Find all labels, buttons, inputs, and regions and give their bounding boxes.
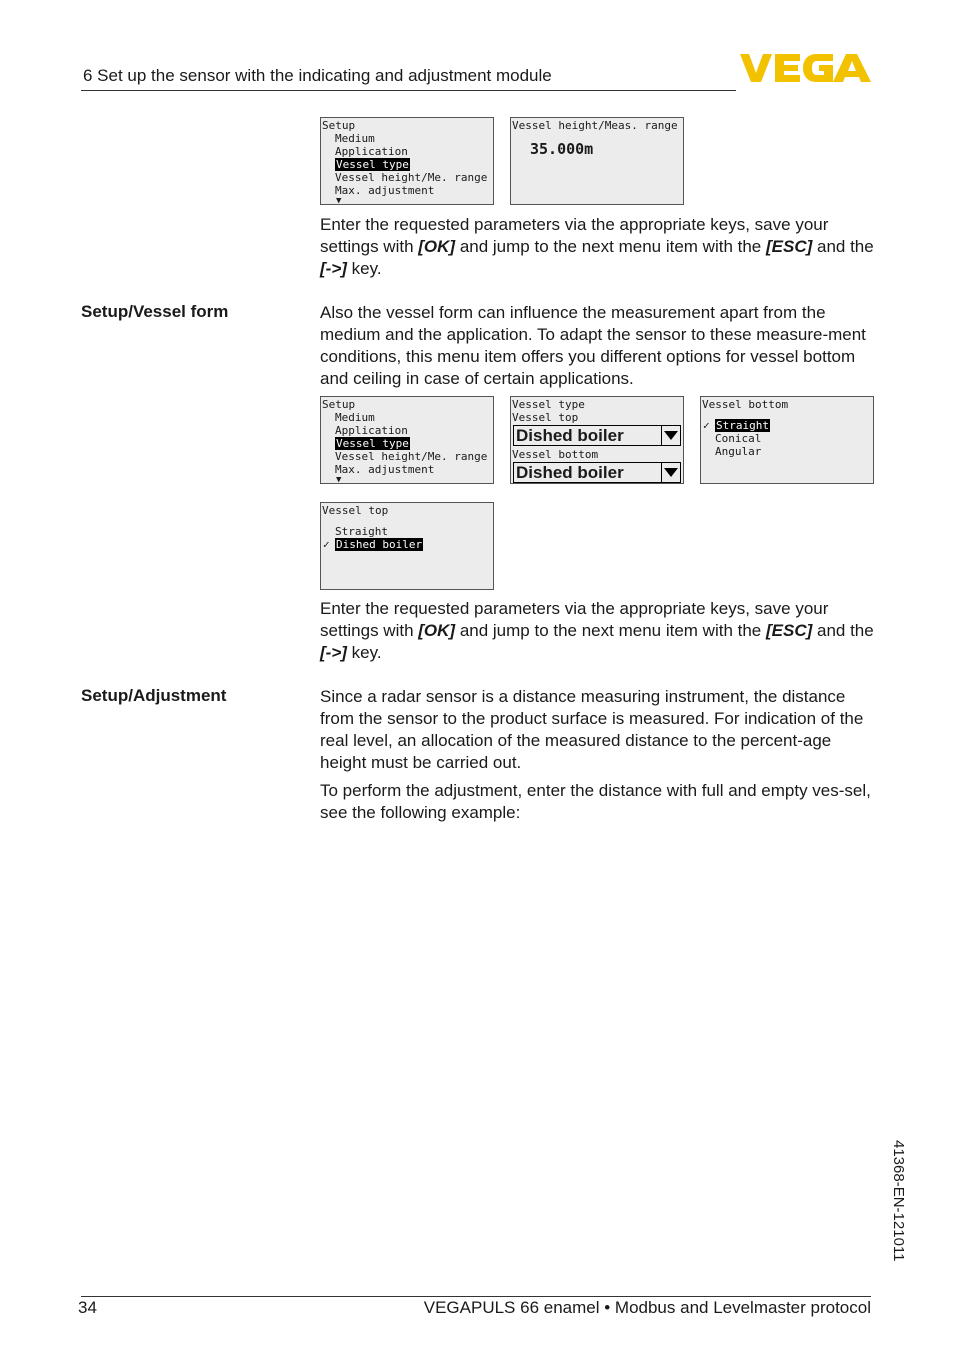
instruction-paragraph (320, 214, 880, 280)
vessel-bottom-value: Dished boiler (516, 463, 624, 482)
vessel-top-label: Vessel top (512, 411, 579, 424)
menu-item[interactable]: Vessel height/Me. range (335, 450, 488, 463)
vessel-height-value: 35.000m (530, 140, 594, 158)
menu-item[interactable]: Max. adjustment (335, 463, 435, 476)
option[interactable]: Straight (335, 525, 388, 538)
option-selected[interactable]: Straight (716, 419, 769, 432)
lcd-title: Vessel type (512, 398, 585, 411)
page-number: 34 (78, 1298, 97, 1317)
scroll-down-icon: ▼ (336, 475, 342, 485)
ok-key: [OK] (418, 237, 456, 256)
vessel-bottom-dropdown[interactable] (513, 462, 681, 483)
arrow-key: [->] (320, 643, 347, 662)
text: and the (812, 237, 874, 256)
vessel-form-text: Also the vessel form can influence the measurement apart from the medium and the application. To adapt the sensor to these measure-ment conditions, this menu item offers you different options for vessel bottom and ceiling in case of certain applications. (320, 303, 866, 388)
section-header: 6 Set up the sensor with the indicating and adjustment module (83, 66, 552, 85)
adjustment-text-1: Since a radar sensor is a distance measuring instrument, the distance from the sensor to the product surface is measured. For indication of the real level, an allocation of the measured distance to the percent-age height must be carried out. (320, 687, 864, 772)
arrow-key: [->] (320, 259, 347, 278)
esc-key: [ESC] (765, 621, 813, 640)
text: key. (346, 259, 382, 278)
text: Enter the requested parameters via the appropriate keys, save your settings with (320, 599, 829, 640)
lcd-vessel-type (510, 396, 684, 484)
lcd-setup-menu (320, 117, 494, 205)
lcd-title: Setup (322, 398, 356, 411)
lcd-title: Setup (322, 119, 356, 132)
document-id: 41368-EN-121011 (890, 1140, 907, 1262)
section-title-adjustment: Setup/Adjustment (81, 686, 227, 705)
menu-item[interactable]: Application (335, 424, 408, 437)
lcd-title: Vessel bottom (702, 398, 789, 411)
document-title: VEGAPULS 66 enamel • Modbus and Levelmaster protocol (423, 1298, 871, 1317)
menu-item-selected[interactable]: Vessel type (336, 158, 409, 171)
text: and jump to the next menu item with the (455, 621, 766, 640)
text: and jump to the next menu item with the (455, 237, 766, 256)
checkmark-icon: ✓ (323, 538, 330, 551)
section-title-vessel-form: Setup/Vessel form (81, 302, 229, 321)
option-selected[interactable]: Dished boiler (336, 538, 423, 551)
menu-item[interactable]: Medium (335, 411, 375, 424)
esc-key: [ESC] (765, 237, 813, 256)
menu-item[interactable]: Vessel height/Me. range (335, 171, 488, 184)
lcd-vessel-bottom (700, 396, 874, 484)
lcd-vessel-height (510, 117, 684, 205)
scroll-down-icon: ▼ (336, 196, 342, 206)
ok-key: [OK] (418, 621, 456, 640)
text: key. (346, 643, 382, 662)
vessel-bottom-label: Vessel bottom (512, 448, 599, 461)
lcd-title: Vessel height/Meas. range (512, 119, 678, 132)
menu-item[interactable]: Max. adjustment (335, 184, 435, 197)
chevron-down-icon[interactable] (661, 463, 680, 482)
lcd-setup-menu-2 (320, 396, 494, 484)
option[interactable]: Angular (715, 445, 762, 458)
lcd-title: Vessel top (322, 504, 389, 517)
vega-logo (740, 52, 872, 89)
chevron-down-icon[interactable] (661, 426, 680, 445)
adjustment-text-2: To perform the adjustment, enter the distance with full and empty ves-sel, see the following example: (320, 781, 871, 822)
menu-item[interactable]: Application (335, 145, 408, 158)
checkmark-icon: ✓ (703, 419, 710, 432)
option[interactable]: Conical (715, 432, 762, 445)
vessel-top-dropdown[interactable] (513, 425, 681, 446)
text: and the (812, 621, 874, 640)
vessel-top-value: Dished boiler (516, 426, 624, 445)
lcd-vessel-top (320, 502, 494, 590)
menu-item-selected[interactable]: Vessel type (336, 437, 409, 450)
menu-item[interactable]: Medium (335, 132, 375, 145)
instruction-paragraph (320, 598, 880, 664)
text: Enter the requested parameters via the appropriate keys, save your settings with (320, 215, 829, 256)
footer-rule (81, 1296, 871, 1297)
header-rule (81, 90, 736, 91)
